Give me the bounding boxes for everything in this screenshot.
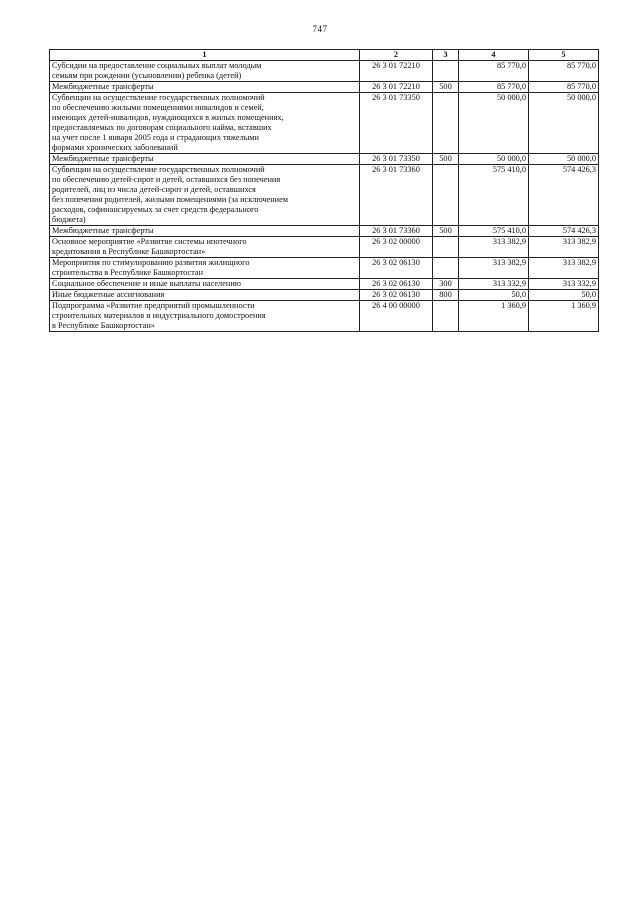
- row-name-line: Субвенции на осуществление государственных полномочий: [52, 165, 265, 174]
- page-number: 747: [312, 24, 328, 34]
- row-amount-2-cell: 50 000,0: [529, 154, 599, 165]
- table-row: [50, 82, 599, 93]
- header-col-3: 3: [433, 50, 459, 61]
- row-name-line: имеющих детей-инвалидов, нуждающихся в жилых помещениях,: [52, 113, 284, 122]
- row-name-line: Социальное обеспечение и иные выплаты населению: [52, 279, 241, 288]
- row-code-cell: 26 3 02 06130: [360, 279, 433, 290]
- table-row: [50, 290, 599, 301]
- table-row: [50, 237, 599, 258]
- table-body: [50, 61, 599, 332]
- row-name-line: Субсидии на предоставление социальных выплат молодым: [52, 61, 262, 70]
- row-amount-1-cell: 313 382,9: [459, 258, 529, 279]
- row-code-cell: 26 3 02 06130: [360, 290, 433, 301]
- header-col-5: 5: [529, 50, 599, 61]
- row-amount-2-cell: 50,0: [529, 290, 599, 301]
- row-amount-2-cell: 85 770,0: [529, 61, 599, 82]
- header-col-2: 2: [360, 50, 433, 61]
- row-type-cell: [433, 61, 459, 82]
- row-name-line: расходов, софинансируемых за счет средств федерального: [52, 205, 259, 214]
- row-amount-1-cell: 85 770,0: [459, 82, 529, 93]
- row-name-line: кредитования в Республике Башкортостан»: [52, 247, 206, 256]
- row-amount-1-cell: 50 000,0: [459, 154, 529, 165]
- row-amount-2-cell: 1 360,9: [529, 301, 599, 332]
- row-name-cell: [50, 82, 360, 93]
- row-name-line: Мероприятия по стимулированию развития жилищного: [52, 258, 250, 267]
- row-name-cell: [50, 61, 360, 82]
- row-code-cell: 26 3 01 72210: [360, 82, 433, 93]
- row-name-line: родителей, лиц из числа детей-сирот и детей, оставшихся: [52, 185, 256, 194]
- row-amount-1-cell: 313 332,9: [459, 279, 529, 290]
- row-name-line: Основное мероприятие «Развитие системы ипотечного: [52, 237, 247, 246]
- row-type-cell: 500: [433, 226, 459, 237]
- budget-table: [49, 49, 599, 332]
- row-code-cell: 26 3 01 72210: [360, 61, 433, 82]
- row-type-cell: [433, 301, 459, 332]
- header-col-4: 4: [459, 50, 529, 61]
- table-row: [50, 165, 599, 226]
- row-code-cell: 26 3 01 73350: [360, 93, 433, 154]
- row-name-line: Субвенции на осуществление государственных полномочий: [52, 93, 265, 102]
- row-type-cell: [433, 237, 459, 258]
- row-name-line: Межбюджетные трансферты: [52, 154, 154, 163]
- row-amount-1-cell: 575 410,0: [459, 165, 529, 226]
- header-row: [50, 50, 599, 61]
- row-name-cell: [50, 154, 360, 165]
- row-type-cell: 800: [433, 290, 459, 301]
- row-amount-1-cell: 50 000,0: [459, 93, 529, 154]
- row-code-cell: 26 4 00 00000: [360, 301, 433, 332]
- header-col-1: 1: [50, 50, 360, 61]
- row-amount-2-cell: 313 332,9: [529, 279, 599, 290]
- row-name-line: формами хронических заболеваний: [52, 143, 178, 152]
- row-name-cell: [50, 237, 360, 258]
- row-type-cell: [433, 258, 459, 279]
- row-name-line: Иные бюджетные ассигнования: [52, 290, 165, 299]
- row-code-cell: 26 3 01 73360: [360, 226, 433, 237]
- row-name-line: Межбюджетные трансферты: [52, 82, 154, 91]
- row-name-line: по обеспечению детей-сирот и детей, оставшихся без попечения: [52, 175, 281, 184]
- row-amount-1-cell: 313 382,9: [459, 237, 529, 258]
- row-name-cell: [50, 165, 360, 226]
- row-amount-1-cell: 50,0: [459, 290, 529, 301]
- row-name-cell: [50, 93, 360, 154]
- row-name-line: на учет после 1 января 2005 года и страдающих тяжелыми: [52, 133, 259, 142]
- row-amount-2-cell: 313 382,9: [529, 237, 599, 258]
- row-name-cell: [50, 301, 360, 332]
- row-name-line: семьям при рождении (усыновлении) ребенка (детей): [52, 71, 242, 80]
- row-type-cell: [433, 165, 459, 226]
- table-row: [50, 154, 599, 165]
- table-row: [50, 279, 599, 290]
- row-amount-1-cell: 575 410,0: [459, 226, 529, 237]
- row-name-line: в Республике Башкортостан»: [52, 321, 155, 330]
- table-row: [50, 93, 599, 154]
- table-row: [50, 258, 599, 279]
- row-name-line: бюджета): [52, 215, 86, 224]
- row-amount-1-cell: 85 770,0: [459, 61, 529, 82]
- row-name-cell: [50, 226, 360, 237]
- row-name-line: строительных материалов и индустриального домостроения: [52, 311, 266, 320]
- row-type-cell: 300: [433, 279, 459, 290]
- row-name-line: Подпрограмма «Развитие предприятий промышленности: [52, 301, 255, 310]
- row-code-cell: 26 3 01 73350: [360, 154, 433, 165]
- row-name-line: по обеспечению жилыми помещениями инвалидов и семей,: [52, 103, 264, 112]
- row-name-line: предоставляемых по договорам социального найма, вставших: [52, 123, 272, 132]
- row-amount-2-cell: 574 426,3: [529, 165, 599, 226]
- row-type-cell: [433, 93, 459, 154]
- row-amount-2-cell: 85 770,0: [529, 82, 599, 93]
- row-name-cell: [50, 290, 360, 301]
- row-amount-2-cell: 50 000,0: [529, 93, 599, 154]
- row-amount-2-cell: 313 382,9: [529, 258, 599, 279]
- row-name-line: без попечения родителей, жилыми помещениями (за исключением: [52, 195, 289, 204]
- table-row: [50, 301, 599, 332]
- row-amount-2-cell: 574 426,3: [529, 226, 599, 237]
- table-header: [50, 50, 599, 61]
- row-type-cell: 500: [433, 154, 459, 165]
- table-row: [50, 226, 599, 237]
- row-name-line: Межбюджетные трансферты: [52, 226, 154, 235]
- row-code-cell: 26 3 02 00000: [360, 237, 433, 258]
- row-name-line: строительства в Республике Башкортостан: [52, 268, 204, 277]
- row-name-cell: [50, 279, 360, 290]
- row-code-cell: 26 3 01 73360: [360, 165, 433, 226]
- row-code-cell: 26 3 02 06130: [360, 258, 433, 279]
- row-type-cell: 500: [433, 82, 459, 93]
- table-row: [50, 61, 599, 82]
- row-name-cell: [50, 258, 360, 279]
- row-amount-1-cell: 1 360,9: [459, 301, 529, 332]
